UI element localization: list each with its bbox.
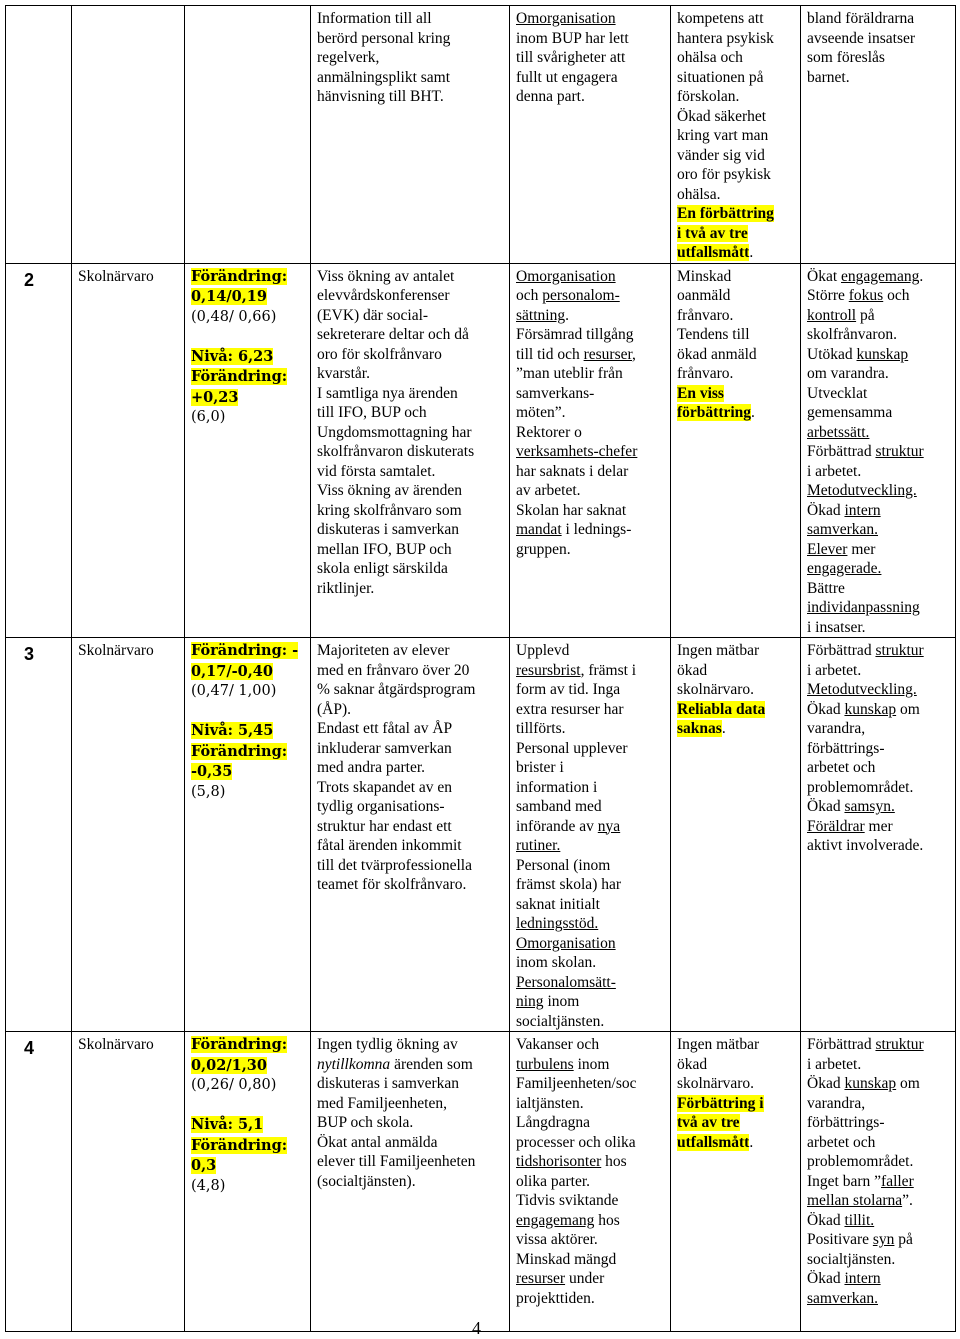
lessons-line: arbetet och bbox=[807, 759, 876, 776]
result-line: med en frånvaro över 20 bbox=[317, 661, 470, 679]
change-line: 0,3 bbox=[191, 1157, 217, 1174]
effect-line: ökad bbox=[677, 661, 708, 679]
organisation-line: ledningsstöd. bbox=[516, 915, 599, 932]
lessons-line: Förbättrad struktur bbox=[807, 642, 924, 659]
effect-line: oanmäld bbox=[677, 287, 731, 304]
lessons-line: varandra, bbox=[807, 720, 866, 737]
result-line: Trots skapandet av en bbox=[317, 778, 453, 796]
effect-line: Minskad bbox=[677, 267, 732, 285]
lessons-cell bbox=[801, 6, 956, 264]
effect-line: förskolan. bbox=[677, 88, 740, 105]
result-line: elever till Familjeenheten bbox=[317, 1153, 476, 1170]
organisation-line: Omorganisation bbox=[516, 934, 616, 952]
organisation-line: samband med bbox=[516, 798, 602, 815]
result-line: fåtal ärenden inkommit bbox=[317, 837, 462, 854]
organisation-line: möten”. bbox=[516, 404, 566, 421]
change-cell bbox=[185, 6, 311, 264]
effect-line: situationen på bbox=[677, 68, 764, 86]
effect-line: hantera psykisk bbox=[677, 29, 774, 47]
result-line: kvarstår. bbox=[317, 365, 370, 382]
effect-line: En viss bbox=[677, 384, 724, 402]
page-number: 4 bbox=[472, 1318, 481, 1338]
organisation-line: till tid och resurser, bbox=[516, 345, 636, 363]
change-line: (6,0) bbox=[191, 409, 226, 425]
lessons-line: om varandra. bbox=[807, 365, 889, 382]
lessons-line: kontroll på bbox=[807, 306, 875, 324]
effect-line: skolnärvaro. bbox=[677, 1075, 755, 1092]
change-line: Nivå: 5,45 bbox=[191, 722, 274, 739]
lessons-line: Bättre bbox=[807, 579, 845, 597]
organisation-line: rutiner. bbox=[516, 837, 561, 854]
organisation-line: mandat i lednings- bbox=[516, 521, 632, 538]
effect-line: två av tre bbox=[677, 1114, 740, 1131]
result-line: struktur har endast ett bbox=[317, 817, 452, 835]
organisation-line: sättning. bbox=[516, 306, 569, 324]
change-line: (0,26/ 0,80) bbox=[191, 1077, 277, 1093]
organisation-line: extra resurser har bbox=[516, 700, 624, 718]
organisation-line: Personalomsätt- bbox=[516, 973, 616, 991]
organisation-line: Personal upplever bbox=[516, 739, 628, 757]
result-line: teamet för skolfrånvaro. bbox=[317, 876, 467, 893]
result-line: med Familjeenheten, bbox=[317, 1094, 447, 1112]
result-line: oro för skolfrånvaro bbox=[317, 345, 442, 363]
result-line: nytillkomna ärenden som bbox=[317, 1055, 473, 1073]
lessons-line: avseende insatser bbox=[807, 29, 916, 47]
organisation-line: saknat initialt bbox=[516, 895, 600, 913]
organisation-line: inom skolan. bbox=[516, 954, 597, 971]
result-line: Ökat antal anmälda bbox=[317, 1133, 438, 1151]
organisation-line: vissa aktörer. bbox=[516, 1231, 598, 1248]
change-line: -0,35 bbox=[191, 763, 233, 780]
change-line: +0,23 bbox=[191, 388, 239, 406]
change-line: Förändring: bbox=[191, 742, 288, 760]
change-line: Förändring: bbox=[191, 368, 288, 385]
result-line: Majoriteten av elever bbox=[317, 642, 450, 659]
area-cell bbox=[72, 1032, 185, 1332]
effect-line: Förbättring i bbox=[677, 1094, 764, 1112]
effect-cell bbox=[671, 638, 801, 1032]
result-line: Ungdomsmottagning har bbox=[317, 423, 472, 441]
organisation-line: ialtjänsten. bbox=[516, 1094, 584, 1112]
area-cell bbox=[72, 6, 185, 264]
lessons-line: i arbetet. bbox=[807, 1055, 862, 1073]
organisation-line: tillförts. bbox=[516, 720, 566, 737]
organisation-line: denna part. bbox=[516, 88, 585, 105]
change-line: (0,48/ 0,66) bbox=[191, 308, 277, 325]
lessons-line: Utökad kunskap bbox=[807, 345, 909, 363]
lessons-line: Större fokus och bbox=[807, 287, 910, 304]
organisation-line: verksamhets-chefer bbox=[516, 443, 638, 460]
table-row bbox=[6, 263, 956, 638]
effect-line: ohälsa. bbox=[677, 185, 721, 203]
change-cell bbox=[185, 638, 311, 1032]
effect-line: förbättring. bbox=[677, 404, 755, 421]
result-line: anmälningsplikt samt bbox=[317, 68, 451, 86]
area-label: Skolnärvaro bbox=[78, 642, 154, 659]
lessons-line: Inget barn ”faller bbox=[807, 1172, 914, 1190]
result-line: riktlinjer. bbox=[317, 579, 375, 597]
result-line: skolfrånvaron diskuterats bbox=[317, 443, 475, 460]
result-cell bbox=[311, 263, 510, 638]
organisation-line: socialtjänsten. bbox=[516, 1012, 605, 1030]
organisation-line: turbulens inom bbox=[516, 1055, 610, 1073]
organisation-line: ”man uteblir från bbox=[516, 365, 623, 382]
lessons-line: samverkan. bbox=[807, 1289, 879, 1307]
result-line: berörd personal kring bbox=[317, 29, 451, 47]
effect-line: utfallsmått. bbox=[677, 1133, 754, 1151]
lessons-line: socialtjänsten. bbox=[807, 1250, 896, 1268]
lessons-line: aktivt involverade. bbox=[807, 837, 924, 854]
change-line: 0,14/0,19 bbox=[191, 288, 267, 305]
change-line: Förändring: bbox=[191, 1036, 288, 1053]
lessons-line: Ökad tillit. bbox=[807, 1211, 875, 1229]
organisation-line: Familjeenheten/soc bbox=[516, 1075, 637, 1092]
change-line: 0,02/1,30 bbox=[191, 1056, 267, 1074]
organisation-line: brister i bbox=[516, 759, 564, 776]
lessons-line: engagerade. bbox=[807, 560, 882, 577]
organisation-line: införande av nya bbox=[516, 817, 621, 835]
organisation-line: tidshorisonter hos bbox=[516, 1153, 627, 1170]
lessons-line: som föreslås bbox=[807, 49, 885, 66]
change-line: (5,8) bbox=[191, 783, 226, 800]
change-line: (0,47/ 1,00) bbox=[191, 683, 277, 699]
lessons-line: Ökad samsyn. bbox=[807, 798, 895, 815]
organisation-cell bbox=[510, 6, 671, 264]
organisation-line: engagemang hos bbox=[516, 1211, 620, 1229]
change-line: Nivå: 5,1 bbox=[191, 1116, 264, 1133]
result-line: kring skolfrånvaro som bbox=[317, 501, 462, 519]
row-number: 4 bbox=[24, 1038, 35, 1058]
table-row bbox=[6, 1032, 956, 1332]
organisation-line: samverkans- bbox=[516, 384, 595, 402]
change-line bbox=[191, 327, 304, 347]
lessons-line: varandra, bbox=[807, 1094, 866, 1112]
area-label: Skolnärvaro bbox=[78, 1036, 154, 1053]
effect-line: Tendens till bbox=[677, 326, 750, 343]
result-line: Endast ett fåtal av ÅP bbox=[317, 720, 453, 737]
effect-line: ohälsa och bbox=[677, 49, 743, 66]
change-cell bbox=[185, 1032, 311, 1332]
effect-cell bbox=[671, 263, 801, 638]
area-label: Skolnärvaro bbox=[78, 267, 154, 285]
lessons-line: i insatser. bbox=[807, 618, 866, 636]
lessons-line: förbättrings- bbox=[807, 1114, 885, 1131]
lessons-line: gemensamma bbox=[807, 404, 893, 421]
result-line: elevvårdskonferenser bbox=[317, 287, 450, 304]
effect-line: oro för psykisk bbox=[677, 166, 771, 183]
organisation-line: olika parter. bbox=[516, 1172, 591, 1190]
effect-line: kring vart man bbox=[677, 127, 769, 144]
effect-line: vänder sig vid bbox=[677, 146, 765, 164]
organisation-line: inom BUP har lett bbox=[516, 29, 629, 47]
organisation-cell bbox=[510, 1032, 671, 1332]
lessons-line: Ökad intern bbox=[807, 501, 881, 519]
lessons-line: Utvecklat bbox=[807, 384, 868, 402]
result-line: tydlig organisations- bbox=[317, 798, 445, 815]
result-line: % saknar åtgärdsprogram bbox=[317, 681, 476, 698]
lessons-line: i arbetet. bbox=[807, 661, 862, 679]
organisation-line: Rektorer o bbox=[516, 423, 582, 441]
organisation-line: Personal (inom bbox=[516, 856, 611, 874]
area-cell bbox=[72, 638, 185, 1032]
organisation-line: Omorganisation bbox=[516, 267, 616, 285]
effect-line: Ökad säkerhet bbox=[677, 107, 767, 125]
organisation-line: Långdragna bbox=[516, 1114, 591, 1131]
result-line: mellan IFO, BUP och bbox=[317, 540, 452, 558]
result-line: skola enligt särskilda bbox=[317, 560, 448, 577]
lessons-cell bbox=[801, 638, 956, 1032]
lessons-line: Metodutveckling. bbox=[807, 482, 917, 499]
result-line: vid första samtalet. bbox=[317, 462, 436, 480]
organisation-cell bbox=[510, 263, 671, 638]
effect-cell bbox=[671, 1032, 801, 1332]
organisation-line: resurser under bbox=[516, 1270, 605, 1287]
organisation-line: av arbetet. bbox=[516, 482, 581, 499]
lessons-line: Metodutveckling. bbox=[807, 681, 917, 698]
result-line: diskuteras i samverkan bbox=[317, 521, 460, 538]
organisation-line: Försämrad tillgång bbox=[516, 326, 634, 343]
organisation-line: Upplevd bbox=[516, 642, 570, 659]
change-line: Förändring: bbox=[191, 1136, 288, 1154]
result-line: med andra parter. bbox=[317, 759, 426, 776]
effect-line: utfallsmått. bbox=[677, 244, 754, 261]
result-cell bbox=[311, 6, 510, 264]
effect-line: ökad bbox=[677, 1055, 708, 1073]
organisation-line: Tidvis sviktande bbox=[516, 1192, 619, 1209]
row-number-cell bbox=[6, 6, 72, 264]
change-line: Förändring: - bbox=[191, 642, 299, 659]
organisation-line: gruppen. bbox=[516, 540, 571, 558]
lessons-line: Ökad kunskap om bbox=[807, 1075, 920, 1092]
row-number-cell bbox=[6, 638, 72, 1032]
lessons-cell bbox=[801, 263, 956, 638]
change-line: 0,17/-0,40 bbox=[191, 662, 273, 680]
lessons-line: mellan stolarna”. bbox=[807, 1192, 913, 1209]
row-number-cell bbox=[6, 1032, 72, 1332]
effect-line: saknas. bbox=[677, 720, 726, 737]
lessons-line: Ökad kunskap om bbox=[807, 700, 920, 718]
organisation-line: ning inom bbox=[516, 993, 580, 1010]
organisation-line: fullt ut engagera bbox=[516, 68, 618, 86]
lessons-line: Förbättrad struktur bbox=[807, 1036, 924, 1053]
lessons-cell bbox=[801, 1032, 956, 1332]
lessons-line: arbetet och bbox=[807, 1133, 876, 1151]
effect-line: ökad anmäld bbox=[677, 345, 757, 363]
organisation-line: Skolan har saknat bbox=[516, 501, 627, 519]
result-line: hänvisning till BHT. bbox=[317, 88, 444, 105]
effect-line: Ingen mätbar bbox=[677, 1036, 760, 1053]
result-line: BUP och skola. bbox=[317, 1114, 414, 1131]
effect-line: i två av tre bbox=[677, 224, 748, 242]
effect-line: frånvaro. bbox=[677, 306, 734, 324]
lessons-line: problemområdet. bbox=[807, 1153, 914, 1170]
row-number-cell bbox=[6, 263, 72, 638]
result-line: diskuteras i samverkan bbox=[317, 1075, 460, 1092]
organisation-line: har saknats i delar bbox=[516, 462, 629, 480]
organisation-line: Omorganisation bbox=[516, 10, 616, 27]
effect-line: kompetens att bbox=[677, 10, 764, 27]
effect-line: Ingen mätbar bbox=[677, 642, 760, 659]
organisation-line: Vakanser och bbox=[516, 1036, 600, 1053]
organisation-line: Minskad mängd bbox=[516, 1250, 617, 1268]
result-line: inkluderar samverkan bbox=[317, 739, 452, 757]
row-number: 3 bbox=[24, 644, 35, 664]
row-number: 2 bbox=[24, 269, 35, 290]
lessons-line: skolfrånvaron. bbox=[807, 326, 897, 343]
effect-line: skolnärvaro. bbox=[677, 681, 755, 698]
change-cell bbox=[185, 263, 311, 638]
result-cell bbox=[311, 638, 510, 1032]
result-line: Viss ökning av ärenden bbox=[317, 482, 462, 499]
organisation-line: resursbrist, främst i bbox=[516, 661, 637, 679]
change-line bbox=[191, 1096, 304, 1116]
result-line: sekreterare deltar och då bbox=[317, 326, 469, 343]
lessons-line: Ökad intern bbox=[807, 1270, 881, 1287]
effect-cell bbox=[671, 6, 801, 264]
change-line: Förändring: bbox=[191, 267, 288, 285]
lessons-line: Positivare syn på bbox=[807, 1231, 913, 1248]
change-line: (4,8) bbox=[191, 1177, 226, 1194]
area-cell bbox=[72, 263, 185, 638]
results-table bbox=[5, 5, 956, 1332]
lessons-line: Förbättrad struktur bbox=[807, 443, 924, 460]
lessons-line: barnet. bbox=[807, 68, 850, 86]
organisation-cell bbox=[510, 638, 671, 1032]
change-line bbox=[191, 702, 304, 722]
organisation-line: processer och olika bbox=[516, 1133, 636, 1151]
result-line: regelverk, bbox=[317, 49, 380, 66]
organisation-line: projekttiden. bbox=[516, 1289, 595, 1307]
lessons-line: Föräldrar mer bbox=[807, 817, 893, 835]
change-line: Nivå: 6,23 bbox=[191, 347, 274, 365]
organisation-line: form av tid. Inga bbox=[516, 681, 621, 698]
table-row bbox=[6, 638, 956, 1032]
lessons-line: bland föräldrarna bbox=[807, 10, 915, 27]
result-line: (ÅP). bbox=[317, 700, 352, 718]
lessons-line: Ökat engagemang. bbox=[807, 267, 924, 285]
result-line: Information till all bbox=[317, 10, 432, 27]
lessons-line: Elever mer bbox=[807, 540, 876, 558]
effect-line: En förbättring bbox=[677, 205, 774, 222]
effect-line: Reliabla data bbox=[677, 700, 766, 718]
result-line: (EVK) där social- bbox=[317, 306, 429, 324]
effect-line: frånvaro. bbox=[677, 365, 734, 382]
lessons-line: samverkan. bbox=[807, 521, 879, 538]
organisation-line: främst skola) har bbox=[516, 876, 622, 893]
lessons-line: förbättrings- bbox=[807, 739, 885, 757]
table-row bbox=[6, 6, 956, 264]
result-line: till IFO, BUP och bbox=[317, 404, 427, 421]
organisation-line: och personalom- bbox=[516, 287, 620, 304]
result-line: I samtliga nya ärenden bbox=[317, 384, 458, 402]
result-line: Ingen tydlig ökning av bbox=[317, 1036, 458, 1053]
lessons-line: problemområdet. bbox=[807, 778, 914, 796]
result-cell bbox=[311, 1032, 510, 1332]
lessons-line: arbetssätt. bbox=[807, 423, 870, 441]
result-line: (socialtjänsten). bbox=[317, 1172, 416, 1190]
result-line: Viss ökning av antalet bbox=[317, 267, 455, 285]
organisation-line: till svårigheter att bbox=[516, 49, 626, 66]
result-line: till det tvärprofessionella bbox=[317, 856, 472, 874]
lessons-line: i arbetet. bbox=[807, 462, 862, 480]
organisation-line: information i bbox=[516, 778, 598, 796]
lessons-line: individanpassning bbox=[807, 599, 920, 616]
